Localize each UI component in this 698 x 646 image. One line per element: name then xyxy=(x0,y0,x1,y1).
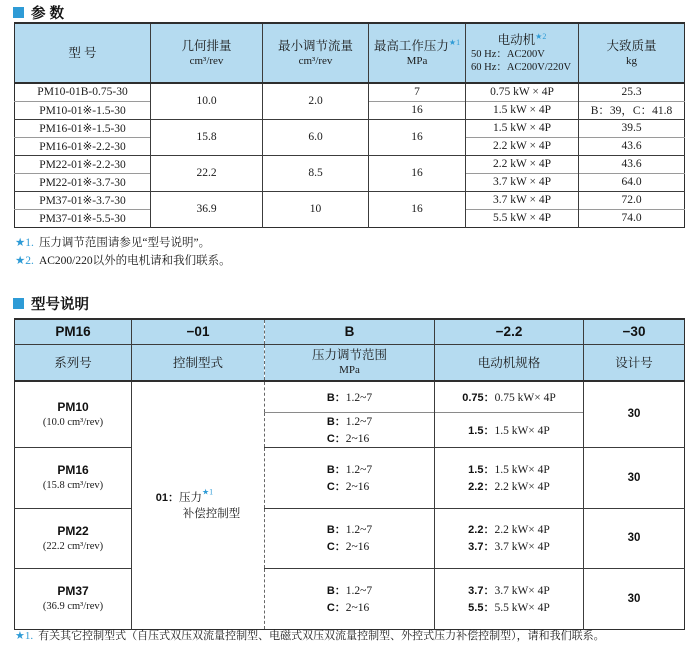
table-row xyxy=(15,83,685,101)
col-header-mass: 大致质量 kg xyxy=(579,23,685,83)
design-cell: 30 xyxy=(584,568,685,629)
col-header-pressure: 最高工作压力$^{★1}$ MPa xyxy=(369,23,466,83)
footnote-line: ★2. AC200/220以外的电机请和我们联系。 xyxy=(15,254,231,267)
motor-spec-cell: 1.5：1.5 kW× 4P xyxy=(435,412,584,447)
code-design: −30 xyxy=(584,319,685,344)
mass-cell: 43.6 xyxy=(579,137,685,155)
model-cell: PM22-01※-3.7-30 xyxy=(15,173,151,191)
motor-cell: 3.7 kW × 4P xyxy=(466,191,579,209)
motor-spec-cell: 1.5：1.5 kW× 4P 2.2：2.2 kW× 4P xyxy=(435,447,584,508)
model-cell: PM22-01※-2.2-30 xyxy=(15,155,151,173)
section-title-parameters xyxy=(13,2,64,23)
label-motor: 电动机规格 xyxy=(435,344,584,381)
section-title-model-code xyxy=(13,293,89,314)
motor-cell: 2.2 kW × 4P xyxy=(466,155,579,173)
col-header-displacement: 几何排量 cm³/rev xyxy=(151,23,263,83)
model-footnote xyxy=(15,628,605,646)
footnote-2-marker: ★2 xyxy=(535,31,547,41)
pressure-cell: 16 xyxy=(369,119,466,155)
mass-cell: 39.5 xyxy=(579,119,685,137)
motor-cell: 0.75 kW × 4P xyxy=(466,83,579,101)
pressure-range-cell: B：1.2~7 xyxy=(265,381,435,412)
code-control: −01 xyxy=(132,319,265,344)
footnote-line: ★1. 压力调节范围请参见“型号说明”。 xyxy=(15,237,211,249)
series-cell: PM10 (10.0 cm³/rev) xyxy=(42,399,104,428)
design-cell: 30 xyxy=(584,508,685,568)
model-cell: PM10-01B-0.75-30 xyxy=(37,86,128,99)
motor-cell: 5.5 kW × 4P xyxy=(466,209,579,227)
design-cell: 30 xyxy=(584,447,685,508)
col-header-model: 型 号 xyxy=(15,23,151,83)
control-cell: 01：压力$^{★1}$ 补偿控制型 xyxy=(132,381,265,629)
model-cell: PM16-01※-2.2-30 xyxy=(15,137,151,155)
pressure-cell: 16 xyxy=(369,101,466,119)
model-cell: PM37-01※-3.7-30 xyxy=(15,191,151,209)
footnote-1-marker: ★1 xyxy=(202,487,214,497)
motor-cell: 2.2 kW × 4P xyxy=(466,137,579,155)
displacement-cell: 10.0 xyxy=(151,83,263,119)
label-control: 控制型式 xyxy=(132,344,265,381)
series-cell: PM16 (15.8 cm³/rev) xyxy=(15,447,132,508)
model-code-table xyxy=(14,318,685,630)
table-row xyxy=(15,447,685,508)
table-row xyxy=(15,568,685,629)
pressure-cell: 7 xyxy=(369,83,466,101)
min-flow-cell: 10 xyxy=(263,191,369,227)
min-flow-cell: 6.0 xyxy=(263,119,369,155)
mass-cell: 72.0 xyxy=(579,191,685,209)
mass-cell: 74.0 xyxy=(579,209,685,227)
table-row xyxy=(15,119,685,137)
motor-cell: 1.5 kW × 4P xyxy=(466,101,579,119)
star-note-marker: ★1. xyxy=(15,630,34,642)
design-cell: 30 xyxy=(584,381,685,447)
mass-cell: B：39，C：41.8 xyxy=(579,101,685,119)
footnote-line: ★1. 有关其它控制型式（自压式双压双流量控制型、电磁式双压双流量控制型、外控式压力补偿控制型），请和我们联系。 xyxy=(15,630,605,642)
params-footnotes xyxy=(15,235,231,270)
params-header-row xyxy=(15,23,685,83)
footnote-1-marker: ★1 xyxy=(448,37,461,47)
table-row xyxy=(15,191,685,209)
blue-square-icon xyxy=(13,298,24,309)
pressure-range-cell: B：1.2~7 C：2~16 xyxy=(265,412,435,447)
displacement-cell: 22.2 xyxy=(151,155,263,191)
model-cell: PM16-01※-1.5-30 xyxy=(15,119,151,137)
col-header-min-flow: 最小调节流量 cm³/rev xyxy=(263,23,369,83)
pressure-range-cell: B：1.2~7 C：2~16 xyxy=(265,568,435,629)
section-title-text: 参 数 xyxy=(31,6,65,22)
table-row xyxy=(15,155,685,173)
motor-spec-cell: 0.75：0.75 kW× 4P xyxy=(435,381,584,412)
motor-spec-cell: 3.7：3.7 kW× 4P 5.5：5.5 kW× 4P xyxy=(435,568,584,629)
min-flow-cell: 8.5 xyxy=(263,155,369,191)
pressure-cell: 16 xyxy=(369,155,466,191)
labels-row xyxy=(15,344,685,381)
star-note-marker: ★1. xyxy=(15,237,34,249)
min-flow-cell: 2.0 xyxy=(263,83,369,119)
col-header-motor: 电动机$^{★2}$ 50 Hz：AC200V 60 Hz：AC200V/220V xyxy=(466,23,579,83)
motor-cell: 3.7 kW × 4P xyxy=(466,173,579,191)
label-design: 设计号 xyxy=(584,344,685,381)
mass-cell: 64.0 xyxy=(579,173,685,191)
motor-spec-cell: 2.2：2.2 kW× 4P 3.7：3.7 kW× 4P xyxy=(435,508,584,568)
mass-cell: 25.3 xyxy=(579,83,685,101)
mass-cell: 43.6 xyxy=(579,155,685,173)
parameters-table xyxy=(14,22,685,228)
pressure-cell: 16 xyxy=(369,191,466,227)
series-cell: PM37 (36.9 cm³/rev) xyxy=(15,568,132,629)
displacement-cell: 15.8 xyxy=(151,119,263,155)
code-series: PM16 xyxy=(15,319,132,344)
motor-cell: 1.5 kW × 4P xyxy=(466,119,579,137)
section-title-text: 型号说明 xyxy=(31,297,89,313)
blue-square-icon xyxy=(13,7,24,18)
code-pressure: B xyxy=(265,319,435,344)
table-row xyxy=(15,508,685,568)
label-pressure: 压力调节范围 MPa xyxy=(265,344,435,381)
label-series: 系列号 xyxy=(15,344,132,381)
pressure-range-cell: B：1.2~7 C：2~16 xyxy=(265,508,435,568)
model-cell: PM10-01※-1.5-30 xyxy=(15,101,151,119)
displacement-cell: 36.9 xyxy=(151,191,263,227)
star-note-marker: ★2. xyxy=(15,254,34,267)
series-cell: PM22 (22.2 cm³/rev) xyxy=(15,508,132,568)
pressure-range-cell: B：1.2~7 C：2~16 xyxy=(265,447,435,508)
code-motor: −2.2 xyxy=(435,319,584,344)
table-row xyxy=(15,381,685,412)
model-cell: PM37-01※-5.5-30 xyxy=(15,209,151,227)
code-row xyxy=(15,319,685,344)
